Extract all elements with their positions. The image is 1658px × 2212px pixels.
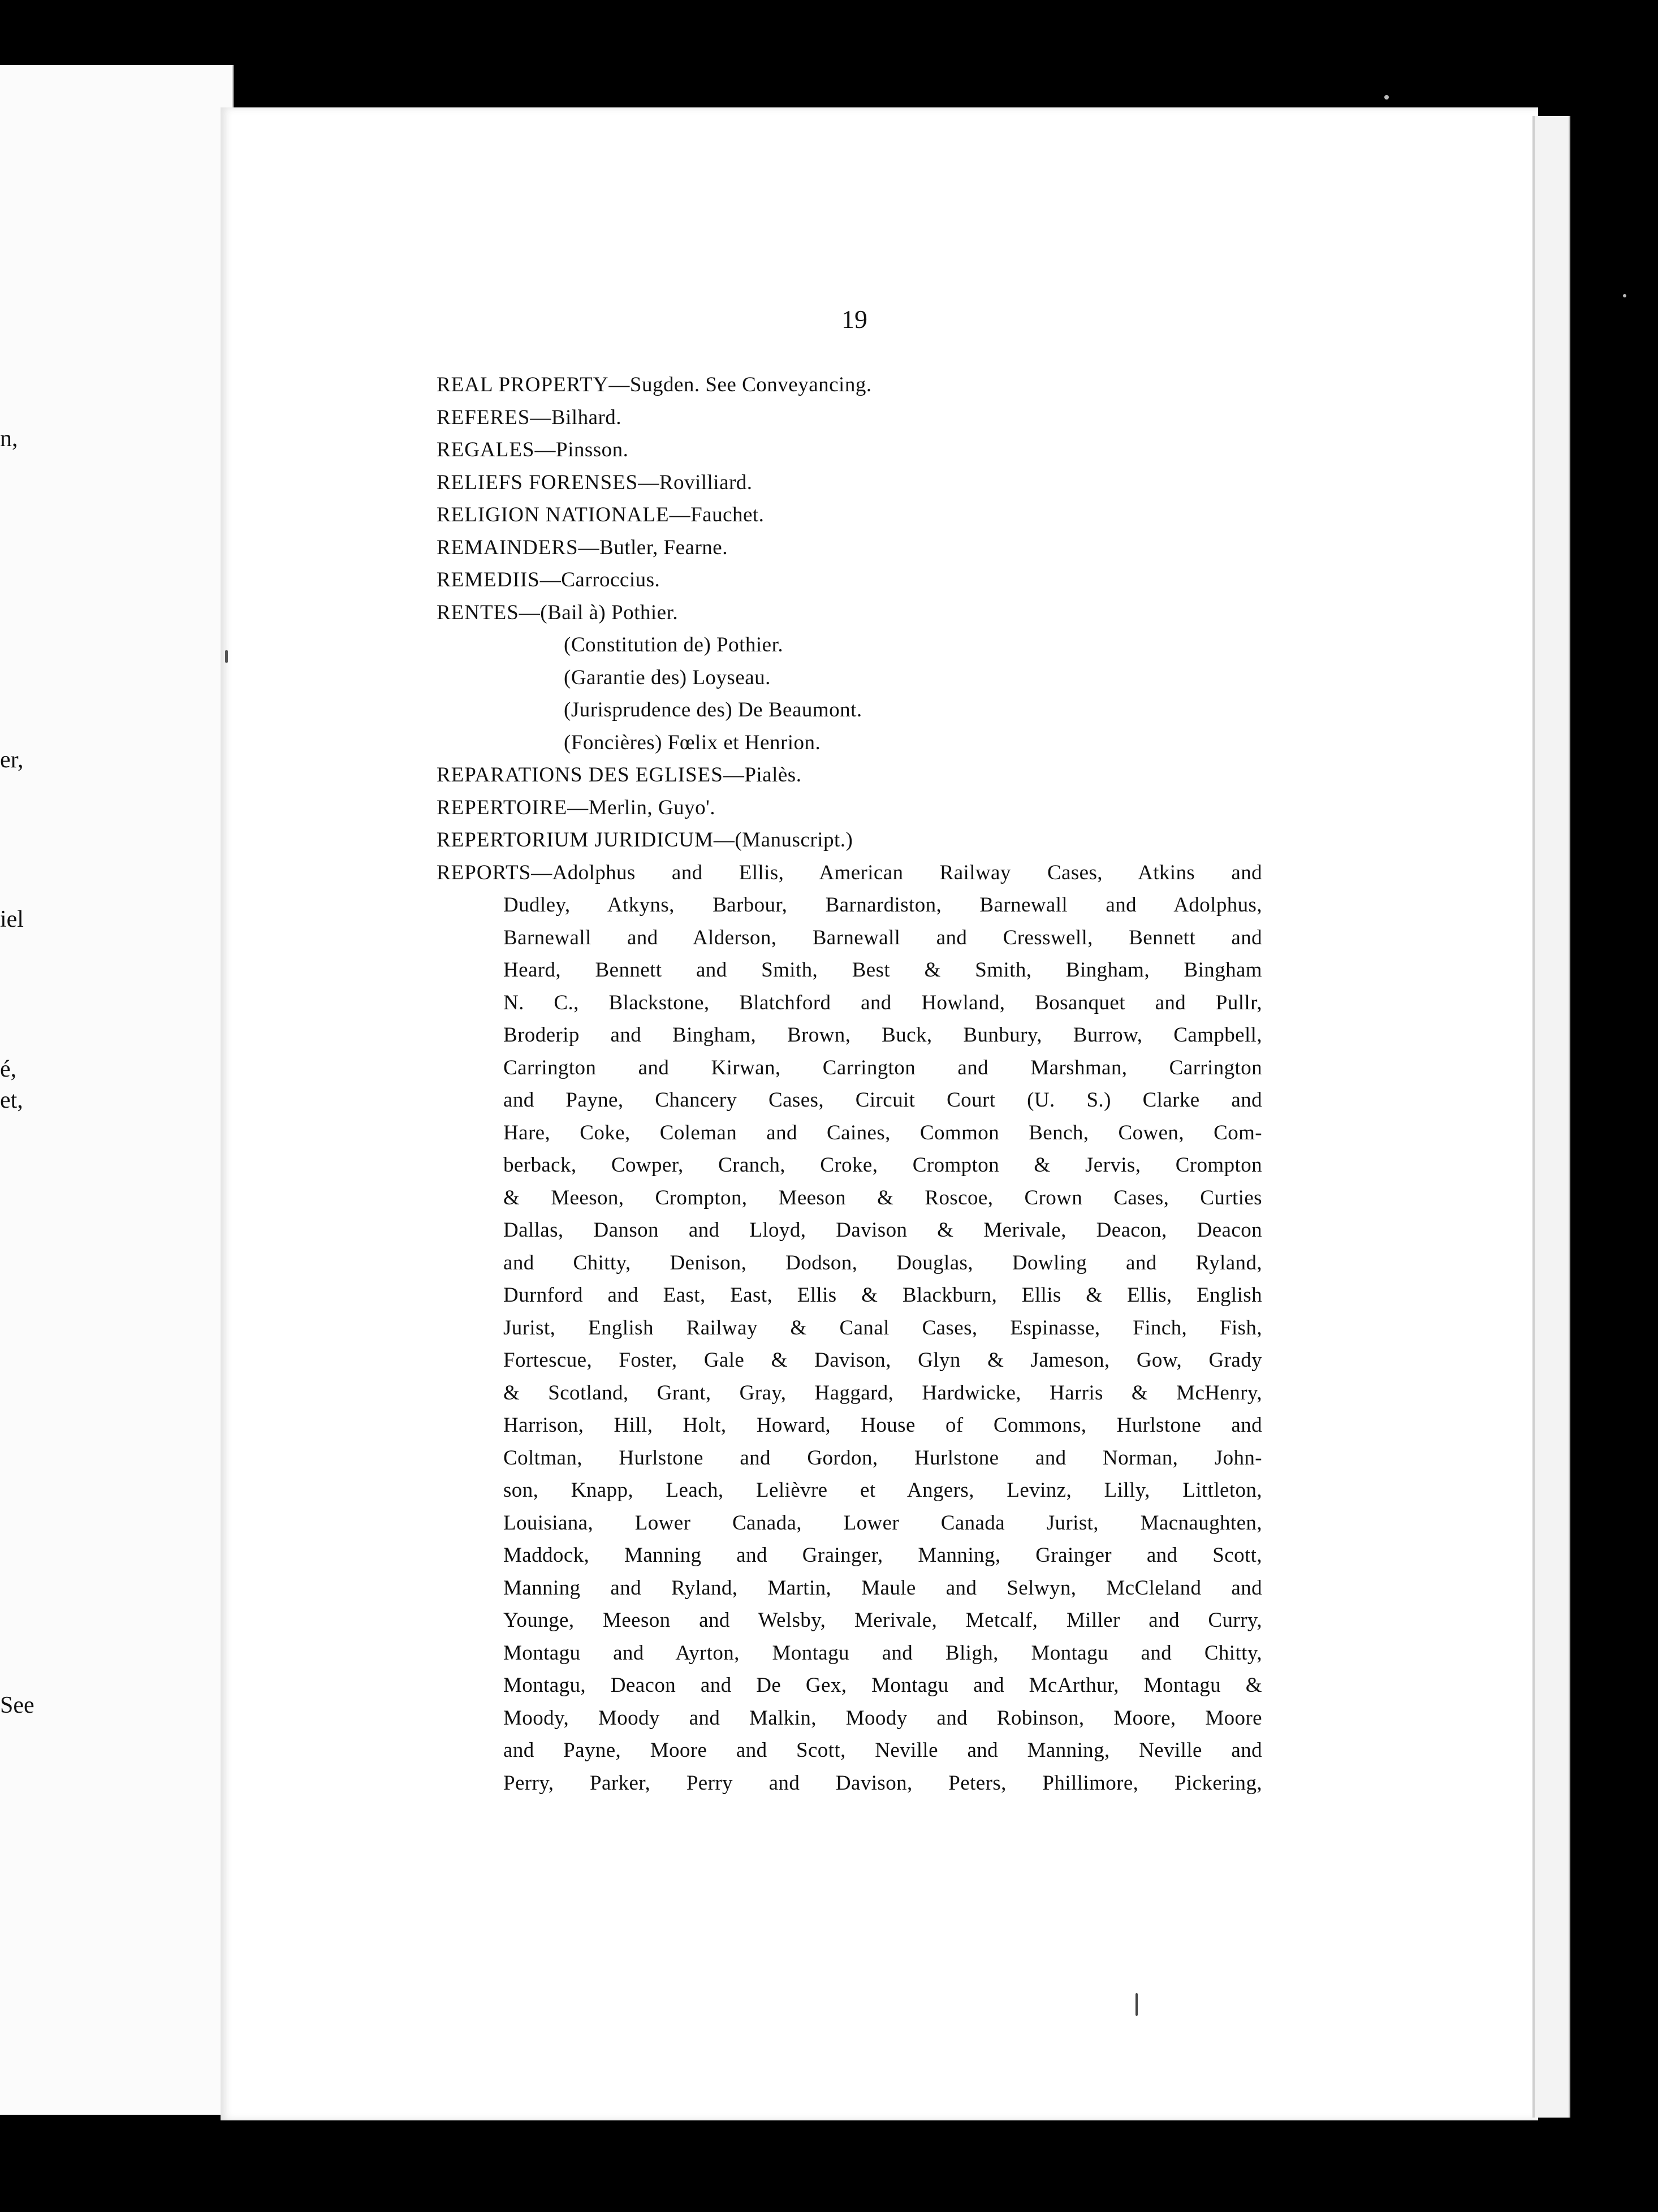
entry-separator: —	[539, 568, 562, 591]
index-entry	[437, 499, 1262, 532]
scan-speck	[1135, 1993, 1138, 2016]
reports-line: Fortescue, Foster, Gale & Davison, Glyn & Jameson, Gow, Grady	[503, 1349, 1262, 1372]
entry-heading: REPARATIONS DES EGLISES	[437, 763, 723, 787]
reports-line: Louisiana, Lower Canada, Lower Canada Jurist, Macnaughten,	[503, 1511, 1262, 1535]
reports-line: & Scotland, Grant, Gray, Haggard, Hardwicke, Harris & McHenry,	[503, 1381, 1262, 1405]
reports-line: Broderip and Bingham, Brown, Buck, Bunbury, Burrow, Campbell,	[503, 1023, 1262, 1047]
entry-separator: —	[519, 600, 541, 624]
reports-line: Montagu, Deacon and De Gex, Montagu and McArthur, Montagu &	[503, 1674, 1262, 1697]
entry-heading: REGALES	[437, 438, 535, 461]
left-fragment: See	[0, 1692, 34, 1718]
entry-text: (Bail à) Pothier.	[540, 600, 679, 624]
entry-text: Merlin, Guyo'.	[588, 796, 716, 819]
entry-text: Sugden. See Conveyancing.	[629, 373, 872, 396]
page-number: 19	[841, 305, 867, 334]
reports-line: Moody, Moody and Malkin, Moody and Robinson, Moore, Moore	[503, 1706, 1262, 1730]
rentes-subentry: (Garantie des) Loyseau.	[564, 666, 771, 689]
entry-text: Pialès.	[744, 763, 802, 787]
reports-line: Younge, Meeson and Welsby, Merivale, Metcalf, Miller and Curry,	[503, 1609, 1262, 1632]
index-entry	[437, 466, 1262, 499]
reports-line: Perry, Parker, Perry and Davison, Peters, Phillimore, Pickering,	[503, 1771, 1262, 1795]
index-entry	[437, 792, 1262, 824]
reports-first-line: Adolphus and Ellis, American Railway Cases, Atkins and	[552, 861, 1262, 884]
index-entry	[437, 824, 1262, 857]
left-fragment: er,	[0, 747, 24, 773]
rentes-subentry: (Constitution de) Pothier.	[564, 633, 784, 656]
reports-line: Barnewall and Alderson, Barnewall and Cresswell, Bennett and	[503, 926, 1262, 949]
entry-separator: —	[669, 503, 691, 526]
reports-line: Harrison, Hill, Holt, Howard, House of Commons, Hurlstone and	[503, 1414, 1262, 1437]
index-entry	[437, 434, 1262, 466]
reports-line	[437, 857, 1262, 889]
entry-separator: —	[638, 470, 659, 494]
left-fragment: n,	[0, 426, 18, 452]
entry-heading: RELIGION NATIONALE	[437, 503, 670, 526]
reports-line: Dallas, Danson and Lloyd, Davison & Merivale, Deacon, Deacon	[503, 1219, 1262, 1242]
entry-text: Fauchet.	[690, 503, 765, 526]
scan-speck	[1623, 294, 1626, 297]
entry-separator: —	[578, 535, 600, 559]
reports-line: and Payne, Chancery Cases, Circuit Court (U. S.) Clarke and	[503, 1088, 1262, 1112]
reports-line: Montagu and Ayrton, Montagu and Bligh, Montagu and Chitty,	[503, 1641, 1262, 1665]
rentes-subentry: (Jurisprudence des) De Beaumont.	[564, 698, 862, 722]
reports-line: Hare, Coke, Coleman and Caines, Common Bench, Cowen, Com-	[503, 1121, 1262, 1144]
index-text	[437, 369, 1262, 1799]
index-entry	[437, 759, 1262, 792]
left-fragment: é,	[0, 1056, 17, 1082]
entry-text: Pinsson.	[556, 438, 629, 461]
entry-heading: REFERES	[437, 405, 530, 429]
entry-heading: REMAINDERS	[437, 535, 578, 559]
index-entry	[437, 532, 1262, 564]
entry-separator: —	[534, 438, 556, 461]
entry-text: (Manuscript.)	[735, 828, 853, 852]
entry-separator: —	[713, 828, 735, 852]
entry-heading: REPERTORIUM JURIDICUM	[437, 828, 714, 852]
reports-entry	[437, 857, 1262, 1800]
rentes-subentry: (Foncières) Fœlix et Henrion.	[564, 731, 821, 754]
index-entry	[437, 564, 1262, 597]
reports-line: N. C., Blackstone, Blatchford and Howland, Bosanquet and Pullr,	[503, 991, 1262, 1014]
entry-heading: RENTES	[437, 600, 519, 624]
reports-line: Durnford and East, East, Ellis & Blackburn, Ellis & Ellis, English	[503, 1284, 1262, 1307]
reports-line: son, Knapp, Leach, Lelièvre et Angers, Levinz, Lilly, Littleton,	[503, 1479, 1262, 1502]
entry-separator: —	[567, 796, 589, 819]
reports-line: Dudley, Atkyns, Barbour, Barnardiston, Barnewall and Adolphus,	[503, 893, 1262, 917]
reports-line: Maddock, Manning and Grainger, Manning, Grainger and Scott,	[503, 1544, 1262, 1567]
scan-speck	[1384, 95, 1389, 100]
left-page	[0, 65, 234, 2115]
entry-heading: REAL PROPERTY	[437, 373, 609, 396]
entry-text: Rovilliard.	[659, 470, 753, 494]
index-entry	[437, 369, 1262, 401]
page-edge	[1532, 116, 1570, 2118]
reports-line: Jurist, English Railway & Canal Cases, Espinasse, Finch, Fish,	[503, 1316, 1262, 1340]
reports-line: berback, Cowper, Cranch, Croke, Crompton & Jervis, Crompton	[503, 1153, 1262, 1177]
entry-separator: —	[608, 373, 630, 396]
entry-heading: RELIEFS FORENSES	[437, 470, 638, 494]
reports-line: Coltman, Hurlstone and Gordon, Hurlstone and Norman, John-	[503, 1446, 1262, 1470]
entry-heading: REPERTOIRE	[437, 796, 568, 819]
reports-line: & Meeson, Crompton, Meeson & Roscoe, Crown Cases, Curties	[503, 1186, 1262, 1209]
entry-separator: —	[530, 405, 551, 429]
entry-separator: —	[531, 861, 552, 884]
reports-line: and Chitty, Denison, Dodson, Douglas, Dowling and Ryland,	[503, 1251, 1262, 1275]
left-fragment: iel	[0, 906, 24, 932]
index-entry	[437, 597, 1262, 629]
reports-line: Heard, Bennett and Smith, Best & Smith, Bingham, Bingham	[503, 958, 1262, 982]
entry-heading: REPORTS	[437, 861, 532, 884]
left-fragment: et,	[0, 1087, 23, 1113]
entry-text: Bilhard.	[551, 405, 622, 429]
reports-line: Manning and Ryland, Martin, Maule and Selwyn, McCleland and	[503, 1576, 1262, 1600]
index-entry	[437, 401, 1262, 434]
scan-speck	[225, 650, 228, 663]
entry-heading: REMEDIIS	[437, 568, 540, 591]
reports-line: and Payne, Moore and Scott, Neville and Manning, Neville and	[503, 1739, 1262, 1762]
reports-continuation	[437, 889, 1262, 1799]
reports-line: Carrington and Kirwan, Carrington and Marshman, Carrington	[503, 1056, 1262, 1079]
entry-separator: —	[723, 763, 745, 787]
entry-text: Carroccius.	[561, 568, 660, 591]
entry-text: Butler, Fearne.	[599, 535, 728, 559]
